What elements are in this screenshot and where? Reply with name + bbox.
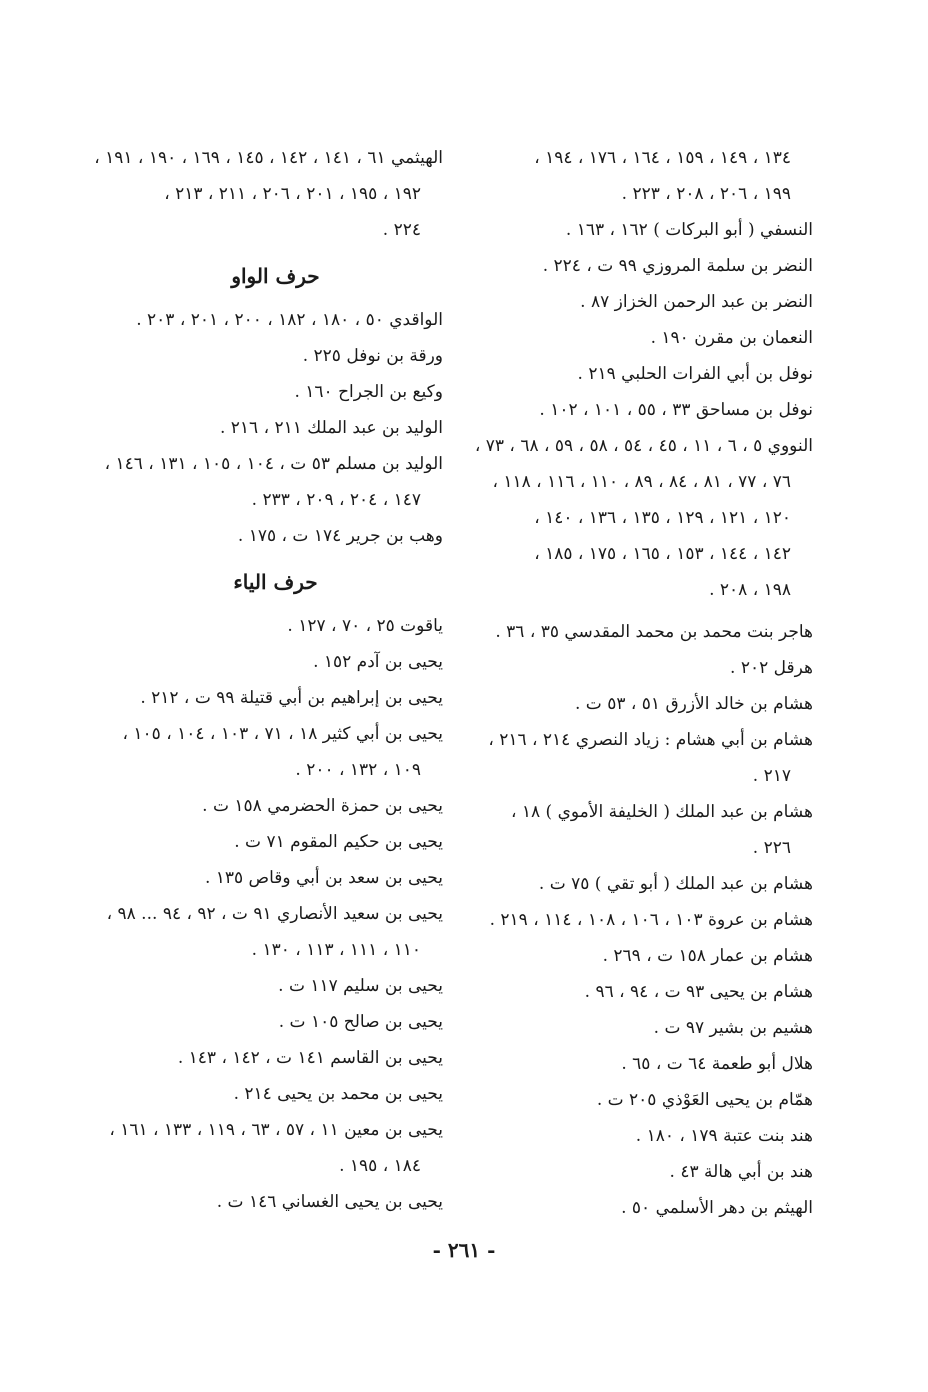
index-entry: يحيى بن حكيم المقوم ٧١ ت . xyxy=(234,832,443,852)
entries-ya xyxy=(108,608,443,1220)
index-entry: يحيى بن سعد بن أبي وقاص ١٣٥ . xyxy=(204,868,443,888)
index-entry: يحيى بن أبي كثير ١٨ ، ٧١ ، ١٠٣ ، ١٠٤ ، ١٠٥ ، xyxy=(122,724,443,744)
index-entry: هاجر بنت محمد بن محمد المقدسي ٣٥ ، ٣٦ . xyxy=(495,622,813,642)
index-entry: يحيى بن يحيى الغساني ١٤٦ ت . xyxy=(216,1192,443,1212)
index-entry: هند بن أبي هالة ٤٣ . xyxy=(669,1162,813,1182)
index-entry-continuation: ١٢٠ ، ١٢١ ، ١٢٩ ، ١٣٥ ، ١٣٦ ، ١٤٠ ، xyxy=(534,508,791,528)
entries-waw xyxy=(104,302,443,554)
index-entry: يحيى بن محمد بن يحيى ٢١٤ . xyxy=(233,1084,443,1104)
index-entry-continuation: ١٣٤ ، ١٤٩ ، ١٥٩ ، ١٦٤ ، ١٧٦ ، ١٩٤ ، xyxy=(534,148,791,168)
index-entry: يحيى بن آدم ١٥٢ . xyxy=(313,652,443,672)
index-entry-continuation: ٢١٧ . xyxy=(752,766,791,786)
index-entry: النسفي ( أبو البركات ) ١٦٢ ، ١٦٣ . xyxy=(565,220,813,240)
index-entry-continuation: ١١٠ ، ١١١ ، ١١٣ ، ١٣٠ . xyxy=(251,940,421,960)
index-entry-continuation: ١٤٢ ، ١٤٤ ، ١٥٣ ، ١٦٥ ، ١٧٥ ، ١٨٥ ، xyxy=(534,544,791,564)
index-entry: هشام بن أبي هشام : زياد النصري ٢١٤ ، ٢١٦ ، xyxy=(488,730,813,750)
index-entry: ياقوت ٢٥ ، ٧٠ ، ١٢٧ . xyxy=(287,616,443,636)
index-entry: هند بنت عتبة ١٧٩ ، ١٨٠ . xyxy=(635,1126,813,1146)
index-entry: النعمان بن مقرن ١٩٠ . xyxy=(650,328,813,348)
entries-ha-continued xyxy=(94,140,443,248)
index-entry: هشام بن عروة ١٠٣ ، ١٠٦ ، ١٠٨ ، ١١٤ ، ٢١٩ . xyxy=(489,910,813,930)
index-entry: هشام بن عبد الملك ( أبو تقي ) ٧٥ ت . xyxy=(538,874,813,894)
index-entry: يحيى بن صالح ١٠٥ ت . xyxy=(278,1012,443,1032)
index-entry: النضر بن سلمة المروزي ٩٩ ت ، ٢٢٤ . xyxy=(542,256,813,276)
section-heading-ya: حرف الياء xyxy=(233,570,318,594)
index-entry: وكيع بن الجراح ١٦٠ . xyxy=(294,382,443,402)
index-column-right xyxy=(474,140,813,1226)
index-entry: النووي ٥ ، ٦ ، ١١ ، ٤٥ ، ٥٤ ، ٥٨ ، ٥٩ ، ٦٨ ، ٧٣ ، xyxy=(474,436,813,456)
index-entry-continuation: ١٨٤ ، ١٩٥ . xyxy=(339,1156,421,1176)
index-entry-continuation: ١٩٨ ، ٢٠٨ . xyxy=(709,580,791,600)
index-entry: هشيم بن بشير ٩٧ ت . xyxy=(653,1018,813,1038)
index-entry: يحيى بن القاسم ١٤١ ت ، ١٤٢ ، ١٤٣ . xyxy=(177,1048,443,1068)
index-entry-continuation: ١٩٢ ، ١٩٥ ، ٢٠١ ، ٢٠٦ ، ٢١١ ، ٢١٣ ، xyxy=(164,184,421,204)
page-number: - ٢٦١ - xyxy=(432,1238,496,1262)
index-entry-continuation: ١٠٩ ، ١٣٢ ، ٢٠٠ . xyxy=(295,760,421,780)
index-entry: يحيى بن سعيد الأنصاري ٩١ ت ، ٩٢ ، ٩٤ ... ٩٨ ، xyxy=(106,904,443,924)
index-column-left xyxy=(94,140,443,1220)
index-entry: الهيثمي ٦١ ، ١٤١ ، ١٤٢ ، ١٤٥ ، ١٦٩ ، ١٩٠ ، ١٩١ ، xyxy=(94,148,443,168)
index-entry: همّام بن يحيى العَوْذي ٢٠٥ ت . xyxy=(596,1090,813,1110)
index-entry: هرقل ٢٠٢ . xyxy=(730,658,813,678)
index-entry: هشام بن يحيى ٩٣ ت ، ٩٤ ، ٩٦ . xyxy=(584,982,813,1002)
index-entry-continuation: ٢٢٦ . xyxy=(752,838,791,858)
index-entry: يحيى بن إبراهيم بن أبي قتيلة ٩٩ ت ، ٢١٢ . xyxy=(140,688,443,708)
index-entry: وهب بن جرير ١٧٤ ت ، ١٧٥ . xyxy=(237,526,443,546)
index-entry-continuation: ١٤٧ ، ٢٠٤ ، ٢٠٩ ، ٢٣٣ . xyxy=(251,490,421,510)
index-entry-continuation: ١٩٩ ، ٢٠٦ ، ٢٠٨ ، ٢٢٣ . xyxy=(621,184,791,204)
index-entry-continuation: ٧٦ ، ٧٧ ، ٨١ ، ٨٤ ، ٨٩ ، ١١٠ ، ١١٦ ، ١١٨ ، xyxy=(492,472,791,492)
index-entry-continuation: ٢٢٤ . xyxy=(382,220,421,240)
index-entry: ورقة بن نوفل ٢٢٥ . xyxy=(302,346,443,366)
index-entry: هشام بن خالد الأزرق ٥١ ، ٥٣ ت . xyxy=(575,694,813,714)
index-entry: هشام بن عبد الملك ( الخليفة الأموي ) ١٨ ، xyxy=(510,802,813,822)
section-heading-waw: حرف الواو xyxy=(231,264,320,288)
index-entry: هشام بن عمار ١٥٨ ت ، ٢٦٩ . xyxy=(602,946,813,966)
index-entry: الهيثم بن دهر الأسلمي ٥٠ . xyxy=(621,1198,813,1218)
index-entry: الوليد بن عبد الملك ٢١١ ، ٢١٦ . xyxy=(219,418,443,438)
index-entry: نوفل بن أبي الفرات الحلبي ٢١٩ . xyxy=(577,364,813,384)
index-entry: يحيى بن حمزة الحضرمي ١٥٨ ت . xyxy=(202,796,443,816)
index-entry: يحيى بن معين ١١ ، ٥٧ ، ٦٣ ، ١١٩ ، ١٣٣ ، ١٦١ ، xyxy=(109,1120,443,1140)
index-entry: الواقدي ٥٠ ، ١٨٠ ، ١٨٢ ، ٢٠٠ ، ٢٠١ ، ٢٠٣ . xyxy=(136,310,443,330)
index-entry: النضر بن عبد الرحمن الخزاز ٨٧ . xyxy=(580,292,813,312)
index-entry: هلال أبو طعمة ٦٤ ت ، ٦٥ . xyxy=(621,1054,813,1074)
index-entry: نوفل بن مساحق ٣٣ ، ٥٥ ، ١٠١ ، ١٠٢ . xyxy=(539,400,813,420)
index-entry: يحيى بن سليم ١١٧ ت . xyxy=(278,976,443,996)
index-entry: الوليد بن مسلم ٥٣ ت ، ١٠٤ ، ١٠٥ ، ١٣١ ، ١٤٦ ، xyxy=(104,454,443,474)
